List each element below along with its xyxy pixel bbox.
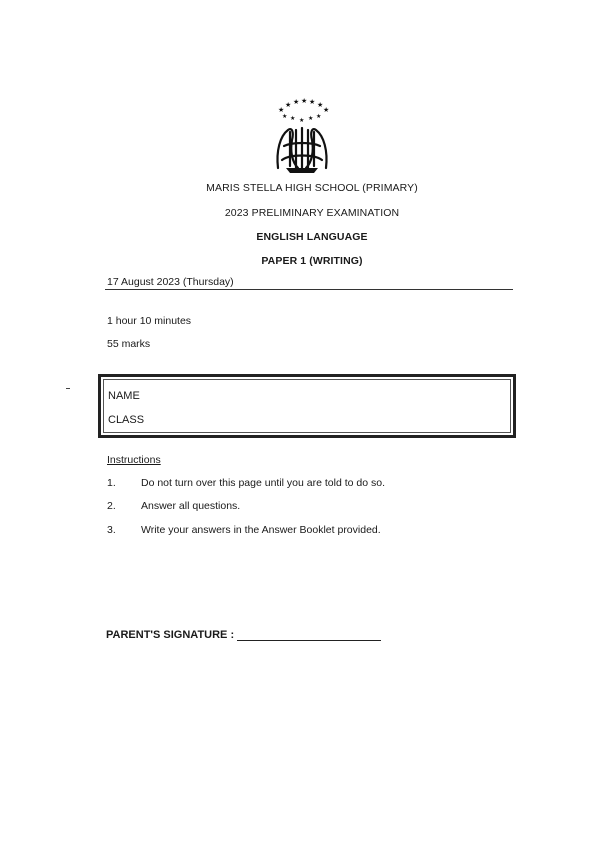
svg-text:★: ★ xyxy=(301,97,308,105)
svg-text:★: ★ xyxy=(278,106,285,114)
exam-date: 17 August 2023 (Thursday) xyxy=(107,276,234,288)
date-underline xyxy=(105,289,513,290)
svg-text:★: ★ xyxy=(323,106,330,114)
name-label: NAME xyxy=(108,390,140,402)
parent-signature-label: PARENT'S SIGNATURE : xyxy=(106,629,235,641)
svg-text:★: ★ xyxy=(290,115,296,122)
school-name: MARIS STELLA HIGH SCHOOL (PRIMARY) xyxy=(206,182,418,194)
crest-monogram xyxy=(277,128,326,170)
total-marks: 55 marks xyxy=(107,338,151,350)
svg-text:★: ★ xyxy=(316,113,322,120)
crest-stars xyxy=(278,97,329,124)
svg-text:★: ★ xyxy=(308,115,314,122)
candidate-details-box xyxy=(98,374,516,438)
school-crest-icon xyxy=(268,96,336,176)
exam-title: 2023 PRELIMINARY EXAMINATION xyxy=(224,207,400,219)
svg-text:★: ★ xyxy=(282,113,288,120)
instruction-text: Write your answers in the Answer Booklet provided. xyxy=(141,524,381,536)
instruction-number: 1. xyxy=(107,477,116,489)
instruction-number: 2. xyxy=(107,500,116,512)
exam-duration: 1 hour 10 minutes xyxy=(107,315,192,327)
svg-text:★: ★ xyxy=(285,101,292,109)
instruction-number: 3. xyxy=(107,524,116,536)
svg-text:★: ★ xyxy=(299,117,305,124)
class-label: CLASS xyxy=(108,414,145,426)
subject-title: ENGLISH LANGUAGE xyxy=(256,231,368,243)
svg-text:★: ★ xyxy=(293,98,300,106)
svg-text:★: ★ xyxy=(317,101,324,109)
instruction-text: Answer all questions. xyxy=(141,500,241,512)
instructions-heading: Instructions xyxy=(107,454,161,466)
signature-line xyxy=(237,640,381,641)
crest-base xyxy=(286,168,318,173)
margin-mark xyxy=(66,388,70,389)
svg-text:★: ★ xyxy=(309,98,316,106)
instruction-text: Do not turn over this page until you are told to do so. xyxy=(141,477,385,489)
paper-title: PAPER 1 (WRITING) xyxy=(261,255,363,267)
